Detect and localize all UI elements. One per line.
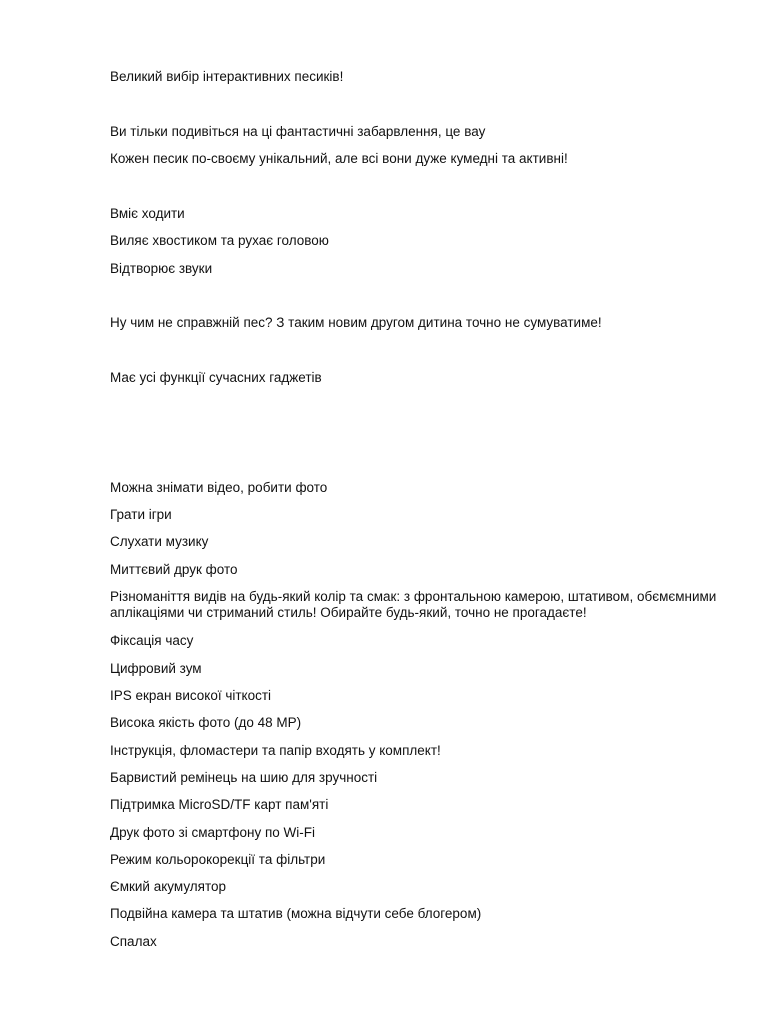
feature-item: Подвійна камера та штатив (можна відчути себе блогером) bbox=[110, 906, 482, 921]
feature-item: Інструкція, фломастери та папір входять у комплект! bbox=[110, 743, 441, 758]
feature-item: Висока якість фото (до 48 МР) bbox=[110, 715, 302, 730]
paragraph: Кожен песик по-своєму унікальний, але всі вони дуже кумедні та активні! bbox=[110, 151, 568, 166]
feature-item: Слухати музику bbox=[110, 534, 209, 549]
feature-item: Спалах bbox=[110, 934, 157, 949]
paragraph-headline: Великий вибір інтерактивних песиків! bbox=[110, 69, 344, 84]
feature-item: Друк фото зі смартфону по Wi-Fi bbox=[110, 825, 316, 840]
feature-item: Відтворює звуки bbox=[110, 261, 213, 276]
feature-item: Можна знімати відео, робити фото bbox=[110, 480, 328, 495]
feature-item: IPS екран високої чіткості bbox=[110, 688, 272, 703]
feature-item: Режим кольорокорекції та фільтри bbox=[110, 852, 326, 867]
feature-item: Фіксація часу bbox=[110, 633, 194, 648]
feature-item: Підтримка MicroSD/TF карт пам'яті bbox=[110, 797, 329, 812]
paragraph: Різноманіття видів на будь-який колір та смак: з фронтальною камерою, штативом, обємємними аплікаціями чи стриманий стиль! Обирайте будь-який, точно не прогадаєте! bbox=[110, 589, 717, 620]
feature-item: Ємкий акумулятор bbox=[110, 879, 227, 894]
section-heading: Має усі функції сучасних гаджетів bbox=[110, 370, 322, 385]
paragraph: Ви тільки подивіться на ці фантастичні забарвлення, це вау bbox=[110, 124, 486, 139]
feature-item: Цифровий зум bbox=[110, 661, 202, 676]
feature-item: Миттєвий друк фото bbox=[110, 562, 238, 577]
feature-item: Вміє ходити bbox=[110, 206, 185, 221]
feature-item: Виляє хвостиком та рухає головою bbox=[110, 233, 329, 248]
paragraph: Ну чим не справжній пес? З таким новим другом дитина точно не сумуватиме! bbox=[110, 315, 602, 330]
feature-item: Грати ігри bbox=[110, 507, 172, 522]
feature-item: Барвистий ремінець на шию для зручності bbox=[110, 770, 378, 785]
